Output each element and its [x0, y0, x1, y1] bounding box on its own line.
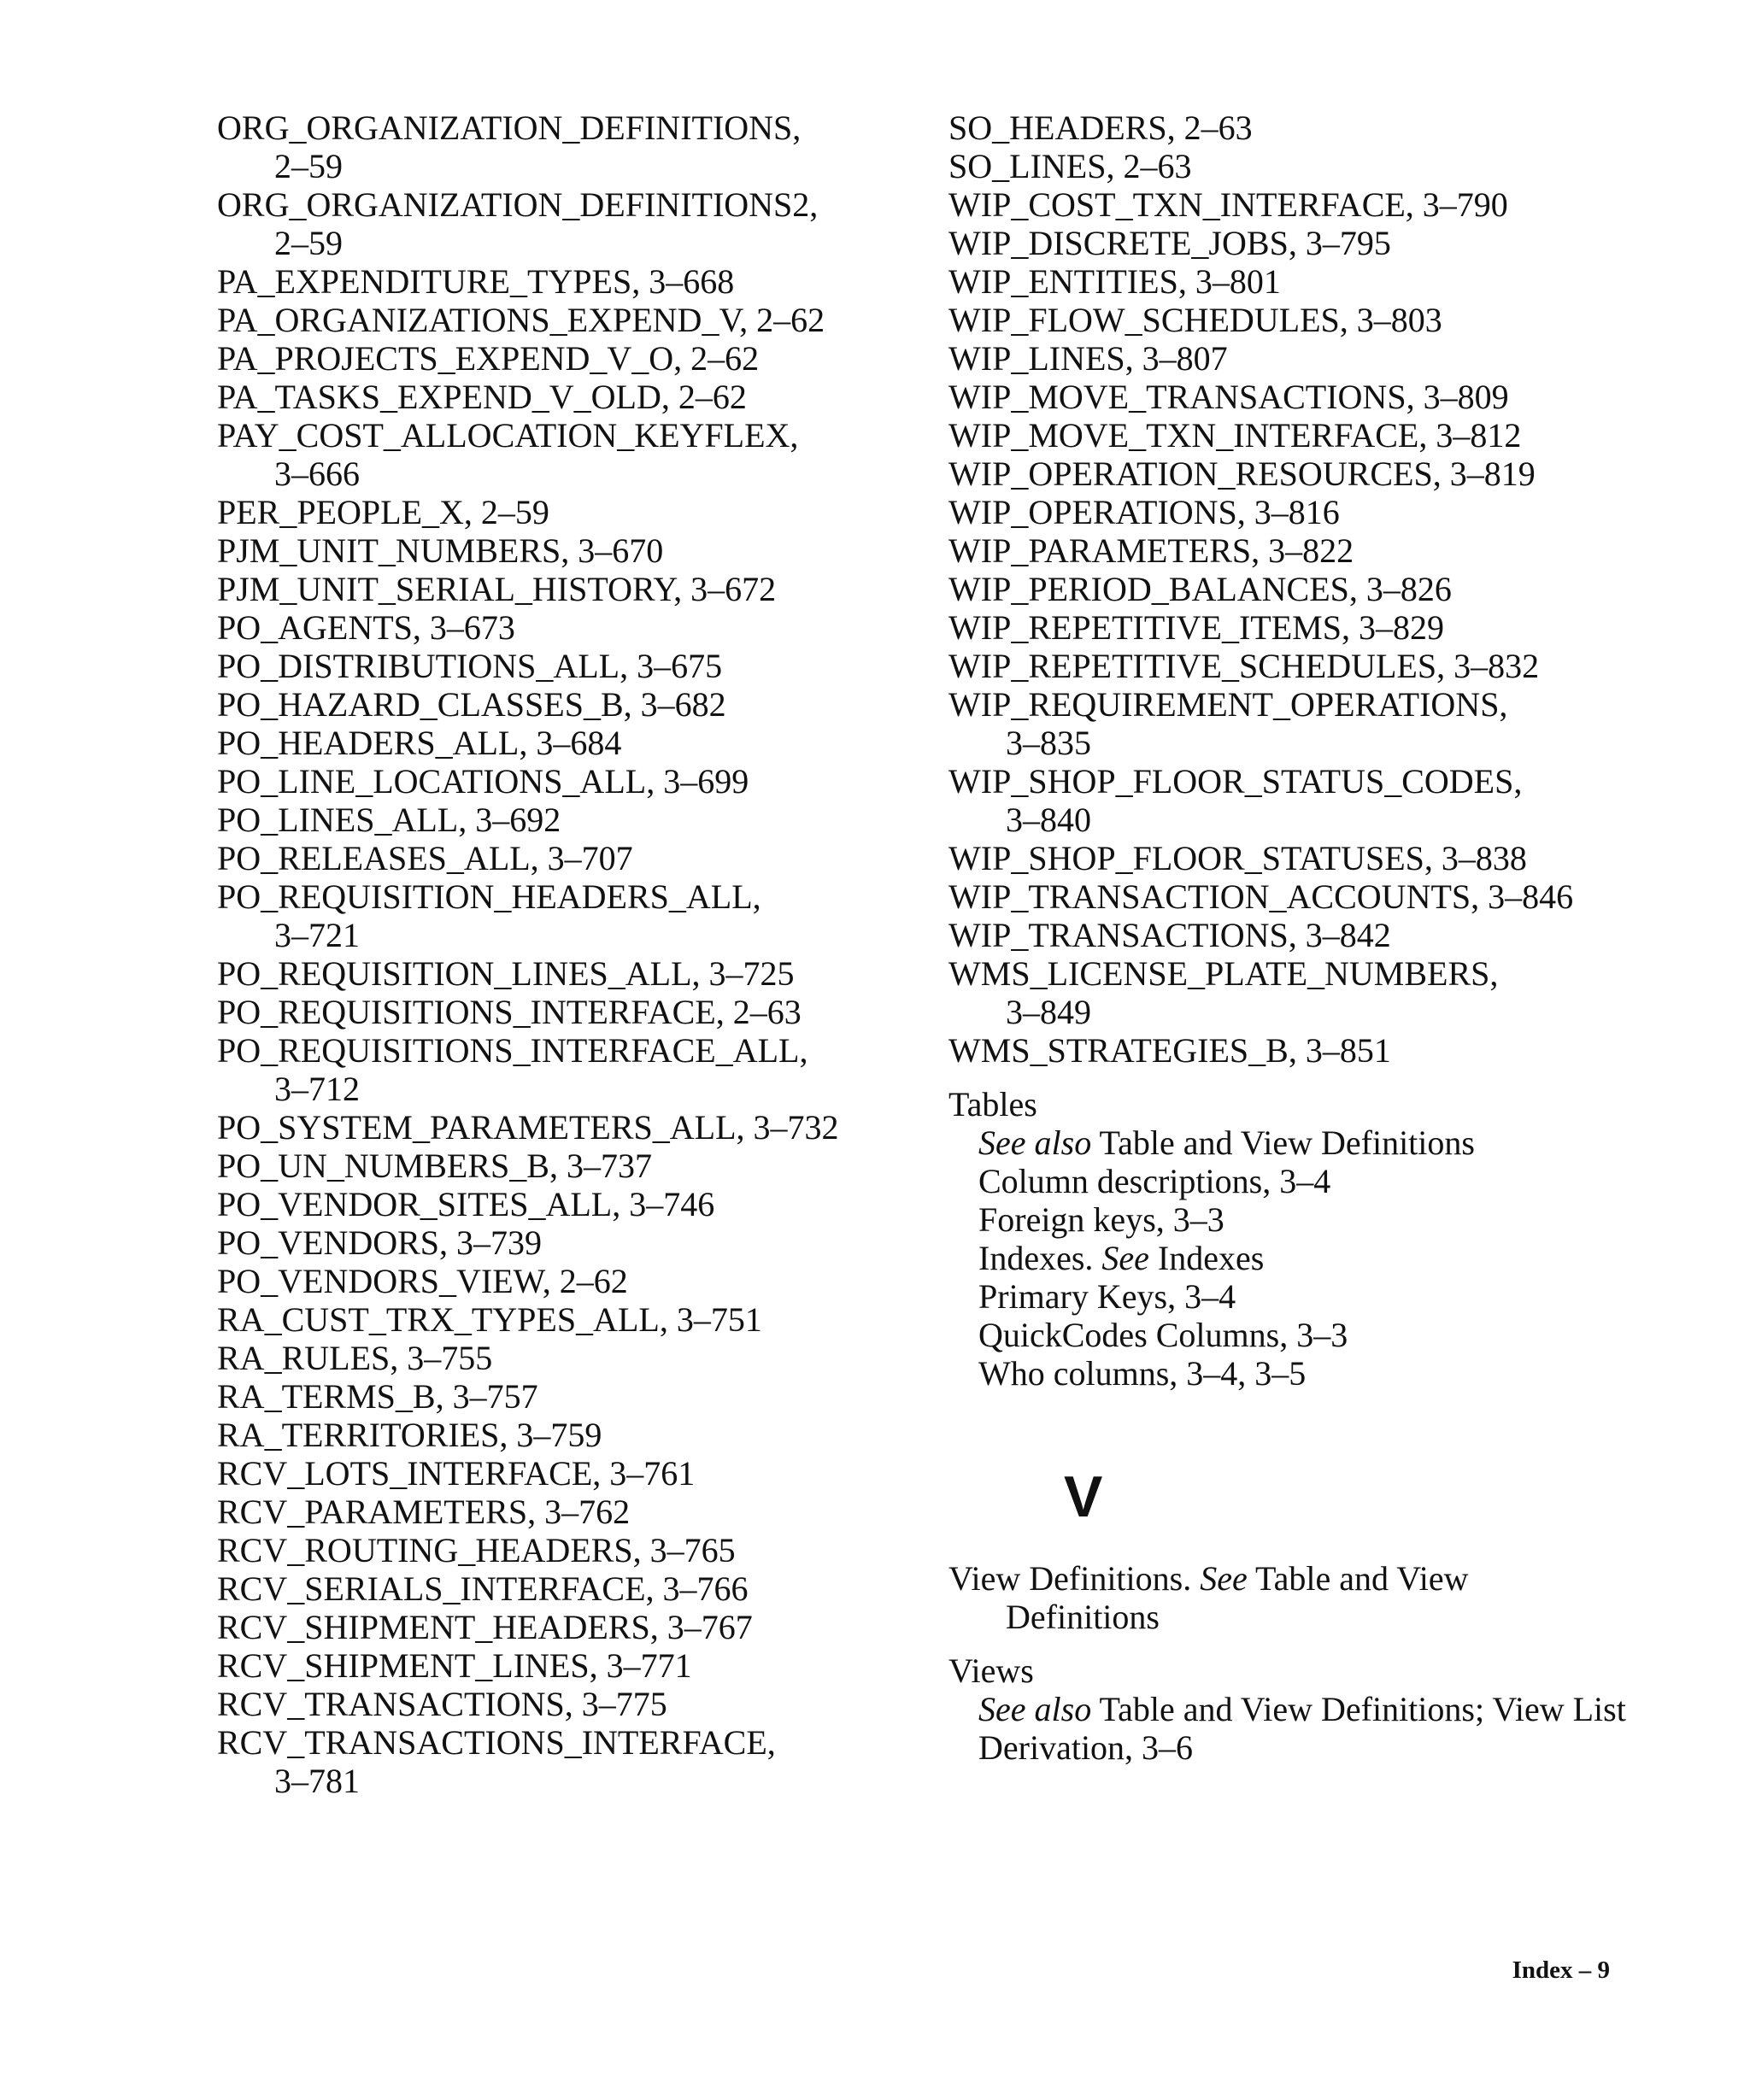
- tables-item: Column descriptions, 3–4: [978, 1162, 1331, 1200]
- index-entry-text: PA_TASKS_EXPEND_V_OLD, 2–62: [217, 378, 747, 416]
- index-entry-text: RCV_ROUTING_HEADERS, 3–765: [217, 1531, 736, 1569]
- index-entry-text: PO_VENDORS_VIEW, 2–62: [217, 1262, 628, 1300]
- v-section: [948, 1559, 1649, 1767]
- index-entry: [217, 1223, 901, 1262]
- index-entry: [217, 1416, 901, 1454]
- index-entry-text: RCV_SERIALS_INTERFACE, 3–766: [217, 1569, 749, 1608]
- index-entry: [948, 493, 1649, 531]
- index-entry: [217, 1108, 901, 1147]
- index-entry-text: PO_REQUISITION_LINES_ALL, 3–725: [217, 954, 795, 993]
- view-definitions-cont: Definitions: [1006, 1598, 1160, 1636]
- views-see-also: [948, 1690, 1649, 1728]
- tables-item: Foreign keys, 3–3: [978, 1200, 1224, 1239]
- index-entry: [217, 1377, 901, 1416]
- index-entry-page-ref: 3–781: [274, 1762, 360, 1800]
- index-entry: [948, 954, 1649, 1031]
- index-entry-text: RCV_SHIPMENT_HEADERS, 3–767: [217, 1608, 753, 1646]
- index-entry-text: WIP_SHOP_FLOOR_STATUSES, 3–838: [948, 839, 1527, 877]
- index-entry-text: RCV_LOTS_INTERFACE, 3–761: [217, 1454, 696, 1493]
- index-entry: [217, 1031, 901, 1108]
- index-entry: [217, 1531, 901, 1569]
- index-entry: [217, 993, 901, 1031]
- index-entry: [217, 1723, 901, 1800]
- index-entry-text: PO_HEADERS_ALL, 3–684: [217, 724, 622, 762]
- index-entry: [948, 185, 1649, 224]
- see-also-target: Table and View Definitions: [1091, 1123, 1475, 1162]
- index-entry: [217, 378, 901, 416]
- index-entry: [217, 608, 901, 647]
- views-heading: Views: [948, 1651, 1034, 1690]
- index-entry: [217, 570, 901, 608]
- index-entry: [948, 109, 1649, 147]
- index-entry-text: PO_REQUISITION_HEADERS_ALL,: [217, 877, 761, 916]
- index-entry-text: PO_RELEASES_ALL, 3–707: [217, 839, 633, 877]
- index-entry: [217, 1454, 901, 1493]
- index-entry: [217, 1569, 901, 1608]
- index-entry: [217, 647, 901, 685]
- index-entry: [217, 1685, 901, 1723]
- indexes-see: See: [1101, 1239, 1149, 1277]
- index-entry-text: ORG_ORGANIZATION_DEFINITIONS2,: [217, 185, 819, 224]
- index-entry-text: SO_HEADERS, 2–63: [948, 109, 1253, 147]
- index-entry-text: PER_PEOPLE_X, 2–59: [217, 493, 549, 531]
- views-item: Derivation, 3–6: [978, 1728, 1194, 1767]
- index-entry-page-ref: 2–59: [274, 147, 343, 185]
- right-entry-list: [948, 109, 1649, 1070]
- index-entry: [217, 762, 901, 801]
- index-entry-text: WMS_STRATEGIES_B, 3–851: [948, 1031, 1391, 1070]
- index-entry: [948, 378, 1649, 416]
- index-entry: [217, 1262, 901, 1300]
- index-entry: [948, 570, 1649, 608]
- index-entry-text: WIP_REPETITIVE_SCHEDULES, 3–832: [948, 647, 1540, 685]
- index-entry: [217, 1147, 901, 1185]
- left-column: [217, 109, 901, 1800]
- index-entry-text: ORG_ORGANIZATION_DEFINITIONS,: [217, 109, 802, 147]
- index-entry: [948, 608, 1649, 647]
- see-also-label: See also: [978, 1123, 1092, 1162]
- view-definitions-line: [948, 1559, 1649, 1598]
- index-entry: [217, 1339, 901, 1377]
- section-letter: V: [1064, 1464, 1103, 1529]
- index-entry: [948, 147, 1649, 185]
- index-entry: [217, 1300, 901, 1339]
- index-entry: [217, 493, 901, 531]
- index-entry-text: PA_PROJECTS_EXPEND_V_O, 2–62: [217, 339, 760, 378]
- page-number: Index – 9: [1512, 1956, 1610, 1984]
- index-entry-text: RA_TERMS_B, 3–757: [217, 1377, 538, 1416]
- index-entry-text: RCV_SHIPMENT_LINES, 3–771: [217, 1646, 692, 1685]
- index-entry: [217, 531, 901, 570]
- index-entry: [217, 877, 901, 954]
- tables-section: [948, 1085, 1649, 1393]
- index-entry: [948, 301, 1649, 339]
- index-entry: [948, 1031, 1649, 1070]
- index-entry: [948, 916, 1649, 954]
- index-entry-text: WIP_MOVE_TRANSACTIONS, 3–809: [948, 378, 1509, 416]
- view-definitions-entry: [948, 1559, 1649, 1636]
- index-entry: [217, 1608, 901, 1646]
- indexes-text: Indexes.: [978, 1239, 1102, 1277]
- index-entry-page-ref: 3–835: [1006, 724, 1091, 762]
- index-entry-text: RA_CUST_TRX_TYPES_ALL, 3–751: [217, 1300, 762, 1339]
- index-entry-text: WIP_ENTITIES, 3–801: [948, 262, 1281, 301]
- index-entry-text: PO_AGENTS, 3–673: [217, 608, 515, 647]
- index-entry-text: WIP_DISCRETE_JOBS, 3–795: [948, 224, 1391, 262]
- index-entry-text: WIP_TRANSACTIONS, 3–842: [948, 916, 1391, 954]
- view-definitions-text: View Definitions.: [948, 1559, 1201, 1598]
- index-entry: [217, 954, 901, 993]
- index-entry-text: PO_VENDOR_SITES_ALL, 3–746: [217, 1185, 715, 1223]
- index-entry: [948, 262, 1649, 301]
- view-definitions-target: Table and View: [1247, 1559, 1469, 1598]
- index-entry-page-ref: 3–849: [1006, 993, 1091, 1031]
- index-entry: [217, 839, 901, 877]
- index-entry-text: WIP_SHOP_FLOOR_STATUS_CODES,: [948, 762, 1523, 801]
- index-entry: [217, 1646, 901, 1685]
- index-entry-text: WIP_REQUIREMENT_OPERATIONS,: [948, 685, 1508, 724]
- index-entry: [948, 877, 1649, 916]
- index-entry: [948, 839, 1649, 877]
- index-entry: [217, 109, 901, 185]
- index-entry-text: PA_EXPENDITURE_TYPES, 3–668: [217, 262, 735, 301]
- index-entry-text: RA_TERRITORIES, 3–759: [217, 1416, 602, 1454]
- index-entry-text: WIP_OPERATIONS, 3–816: [948, 493, 1340, 531]
- index-entry-text: RCV_TRANSACTIONS_INTERFACE,: [217, 1723, 776, 1762]
- index-entry: [948, 339, 1649, 378]
- index-entry-text: RCV_TRANSACTIONS, 3–775: [217, 1685, 667, 1723]
- index-entry-text: WIP_FLOW_SCHEDULES, 3–803: [948, 301, 1442, 339]
- index-entry-text: PO_REQUISITIONS_INTERFACE, 2–63: [217, 993, 802, 1031]
- index-entry-text: WIP_MOVE_TXN_INTERFACE, 3–812: [948, 416, 1522, 455]
- index-entry-text: PO_LINE_LOCATIONS_ALL, 3–699: [217, 762, 749, 801]
- index-entry-text: WIP_REPETITIVE_ITEMS, 3–829: [948, 608, 1444, 647]
- index-entry-text: WIP_TRANSACTION_ACCOUNTS, 3–846: [948, 877, 1574, 916]
- index-entry: [948, 224, 1649, 262]
- index-entry-text: PO_VENDORS, 3–739: [217, 1223, 543, 1262]
- index-entry-text: WIP_PERIOD_BALANCES, 3–826: [948, 570, 1452, 608]
- index-entry-page-ref: 3–721: [274, 916, 360, 954]
- index-entry: [948, 455, 1649, 493]
- index-entry: [217, 339, 901, 378]
- view-definitions-see: See: [1200, 1559, 1248, 1598]
- index-entry: [217, 416, 901, 493]
- index-entry-text: PO_HAZARD_CLASSES_B, 3–682: [217, 685, 726, 724]
- index-entry: [948, 762, 1649, 839]
- index-entry: [217, 185, 901, 262]
- tables-item: QuickCodes Columns, 3–3: [978, 1316, 1348, 1354]
- index-entry-text: RCV_PARAMETERS, 3–762: [217, 1493, 631, 1531]
- tables-item: Who columns, 3–4, 3–5: [978, 1354, 1307, 1393]
- index-entry: [217, 301, 901, 339]
- index-entry: [948, 416, 1649, 455]
- index-entry: [217, 724, 901, 762]
- index-entry-text: SO_LINES, 2–63: [948, 147, 1192, 185]
- tables-see-also: [948, 1123, 1649, 1162]
- views-section: [948, 1651, 1649, 1767]
- index-entry-text: WIP_OPERATION_RESOURCES, 3–819: [948, 455, 1536, 493]
- index-entry-text: RA_RULES, 3–755: [217, 1339, 493, 1377]
- indexes-target: Indexes: [1148, 1239, 1265, 1277]
- index-entry-text: WIP_LINES, 3–807: [948, 339, 1228, 378]
- index-entry-page-ref: 3–712: [274, 1070, 360, 1108]
- index-entry: [948, 647, 1649, 685]
- index-entry-text: PO_LINES_ALL, 3–692: [217, 801, 561, 839]
- index-entry-page-ref: 2–59: [274, 224, 343, 262]
- index-entry-text: WIP_PARAMETERS, 3–822: [948, 531, 1354, 570]
- tables-item: Primary Keys, 3–4: [978, 1277, 1236, 1316]
- tables-indexes-item: [948, 1239, 1649, 1277]
- index-entry: [948, 531, 1649, 570]
- right-column: [948, 109, 1649, 1393]
- index-entry-page-ref: 3–666: [274, 455, 360, 493]
- index-entry-text: PJM_UNIT_NUMBERS, 3–670: [217, 531, 664, 570]
- index-entry: [948, 685, 1649, 762]
- tables-heading: Tables: [948, 1085, 1037, 1123]
- index-entry-page-ref: 3–840: [1006, 801, 1091, 839]
- index-entry: [217, 262, 901, 301]
- index-entry-text: PO_REQUISITIONS_INTERFACE_ALL,: [217, 1031, 808, 1070]
- index-entry-text: PAY_COST_ALLOCATION_KEYFLEX,: [217, 416, 799, 455]
- index-entry-text: PO_UN_NUMBERS_B, 3–737: [217, 1147, 652, 1185]
- index-entry: [217, 685, 901, 724]
- see-also-target: Table and View Definitions; View List: [1091, 1690, 1626, 1728]
- index-entry-text: PJM_UNIT_SERIAL_HISTORY, 3–672: [217, 570, 777, 608]
- index-entry: [217, 1185, 901, 1223]
- index-entry: [217, 801, 901, 839]
- index-entry: [217, 1493, 901, 1531]
- index-entry-text: WMS_LICENSE_PLATE_NUMBERS,: [948, 954, 1499, 993]
- index-entry-text: PO_SYSTEM_PARAMETERS_ALL, 3–732: [217, 1108, 839, 1147]
- index-entry-text: PO_DISTRIBUTIONS_ALL, 3–675: [217, 647, 723, 685]
- index-entry-text: WIP_COST_TXN_INTERFACE, 3–790: [948, 185, 1508, 224]
- index-entry-text: PA_ORGANIZATIONS_EXPEND_V, 2–62: [217, 301, 825, 339]
- see-also-label: See also: [978, 1690, 1092, 1728]
